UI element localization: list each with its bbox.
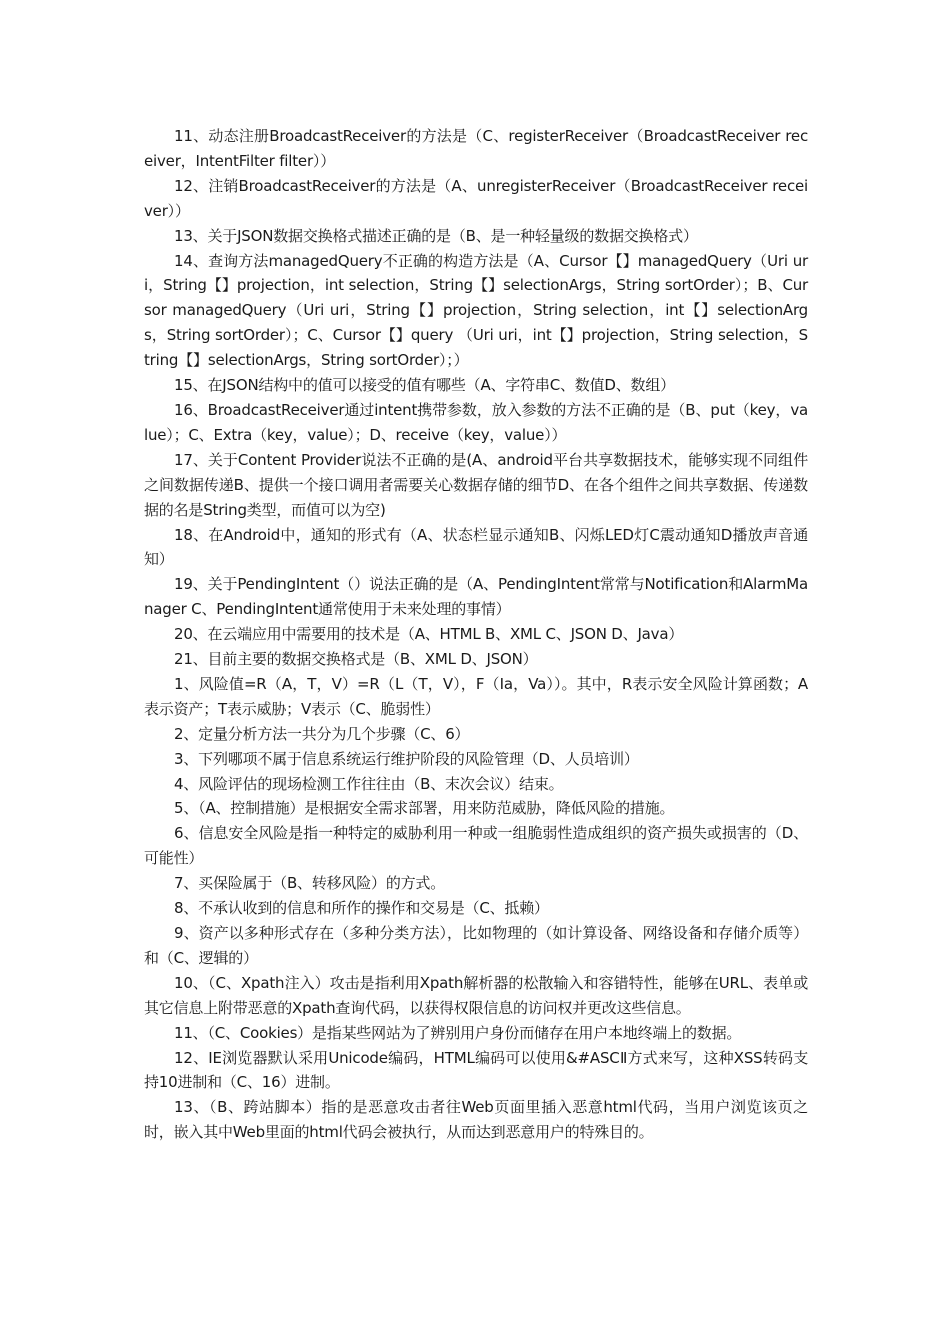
paragraph-q18-notification-forms: 18、在Android中，通知的形式有（A、状态栏显示通知B、闪烁LED灯C震动通知D播放声音通知） — [144, 525, 808, 569]
paragraph-q12-unregister-receiver: 12、注销BroadcastReceiver的方法是（A、unregisterReceiver（BroadcastReceiver receiver）） — [144, 176, 808, 220]
paragraph-q14-managed-query: 14、查询方法managedQuery不正确的构造方法是（A、Cursor【】managedQuery（Uri uri，String【】projection，int selection，String【】selectionArgs，String sortOrder）；B、Cursor managedQuery（Uri uri，String【】projection，String selection，int【】selectionArgs，String sortOrder）；C、Cursor【】query （Uri uri，int【】projection，String selection，String【】selectionArgs，String sortOrder）；） — [144, 251, 808, 370]
paragraph-r2-quantitative-steps: 2、定量分析方法一共分为几个步骤（C、6） — [174, 724, 470, 743]
paragraph-r9-asset-forms: 9、资产以多种形式存在（多种分类方法），比如物理的（如计算设备、网络设备和存储介质等）和（C、逻辑的） — [144, 924, 808, 967]
paragraph-r13-xss: 13、（B、跨站脚本）指的是恶意攻击者往Web页面里插入恶意html代码，当用户浏览该页之时，嵌入其中Web里面的html代码会被执行，从而达到恶意用户的特殊目的。 — [144, 1098, 808, 1142]
paragraph-r12-ie-encoding: 12、IE浏览器默认采用Unicode编码，HTML编码可以使用&#ASCⅡ方式来写，这种XSS转码支持10进制和（C、16）进制。 — [144, 1048, 808, 1092]
paragraph-q19-pending-intent: 19、关于PendingIntent（）说法正确的是（A、PendingIntent常常与Notification和AlarmManager C、PendingIntent通常使用于未来处理的事情） — [144, 575, 808, 619]
paragraph-q13-json-description: 13、关于JSON数据交换格式描述正确的是（B、是一种轻量级的数据交换格式） — [174, 226, 698, 245]
paragraph-r4-onsite-check: 4、风险评估的现场检测工作往往由（B、末次会议）结束。 — [174, 774, 564, 793]
paragraph-r8-repudiation: 8、不承认收到的信息和所作的操作和交易是（C、抵赖） — [174, 899, 549, 918]
paragraph-r11-cookies: 11、（C、Cookies）是指某些网站为了辨别用户身份而储存在用户本地终端上的数据。 — [174, 1023, 742, 1042]
paragraph-r5-control-measures: 5、（A、控制措施）是根据安全需求部署，用来防范威胁，降低风险的措施。 — [174, 799, 675, 818]
paragraph-q16-intent-params: 16、BroadcastReceiver通过intent携带参数，放入参数的方法不正确的是（B、put（key，value）；C、Extra（key，value）；D、receive（key，value）） — [144, 400, 808, 444]
paragraph-q11-register-receiver: 11、动态注册BroadcastReceiver的方法是（C、registerReceiver（BroadcastReceiver receiver，IntentFilter filter）） — [144, 127, 808, 170]
paragraph-r1-risk-value: 1、风险值=R（A，T，V）=R（L（T，V），F（Ia，Va））。其中，R表示安全风险计算函数；A表示资产；T表示威胁；V表示（C、脆弱性） — [144, 674, 808, 718]
paragraph-q15-json-values: 15、在JSON结构中的值可以接受的值有哪些（A、字符串C、数值D、数组） — [174, 376, 675, 395]
paragraph-r10-xpath-injection: 10、（C、Xpath注入）攻击是指利用Xpath解析器的松散输入和容错特性，能够在URL、表单或其它信息上附带恶意的Xpath查询代码，以获得权限信息的访问权并更改这些信息。 — [144, 973, 808, 1017]
paragraph-q20-cloud-tech: 20、在云端应用中需要用的技术是（A、HTML B、XML C、JSON D、Java） — [174, 625, 684, 644]
paragraph-r6-security-risk: 6、信息安全风险是指一种特定的威胁利用一种或一组脆弱性造成组织的资产损失或损害的（D、可能性） — [144, 824, 808, 868]
paragraph-r3-maintenance-risk: 3、下列哪项不属于信息系统运行维护阶段的风险管理（D、人员培训） — [174, 749, 639, 768]
paragraph-r7-insurance: 7、买保险属于（B、转移风险）的方式。 — [174, 874, 446, 893]
paragraph-q21-data-exchange: 21、目前主要的数据交换格式是（B、XML D、JSON） — [174, 650, 538, 669]
paragraph-q17-content-provider: 17、关于Content Provider说法不正确的是(A、android平台共享数据技术，能够实现不同组件之间数据传递B、提供一个接口调用者需要关心数据存储的细节D、在各个组件之间共享数据、传递数据的名是String类型，而值可以为空) — [144, 450, 808, 519]
document-body — [144, 124, 808, 1145]
